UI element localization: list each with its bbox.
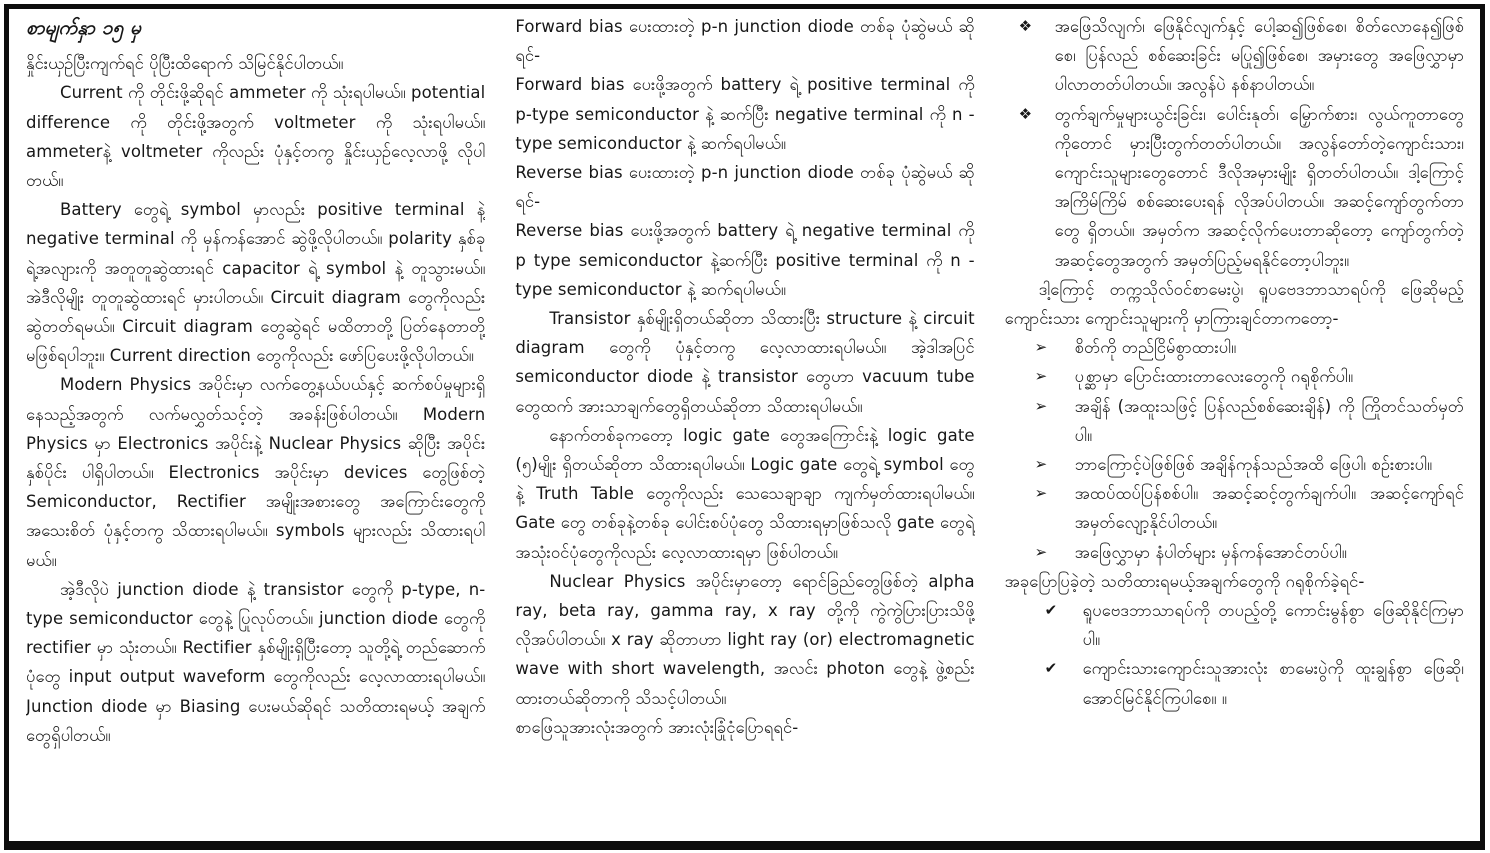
paragraph: နှိုင်းယှဉ်ပြီးကျက်ရင် ပိုပြီးထိရောက် သိမြင်နိုင်ပါတယ်။ <box>26 54 344 74</box>
arrow-bullet-icon: ➢ <box>1034 338 1048 357</box>
column-3 <box>1005 12 1464 842</box>
paragraph: Reverse bias ပေးဖို့အတွက် battery ရဲ့ negative terminal ကို p type semiconductor နဲ့ဆက်ပြီး positive terminal ကို n - type semiconductor နဲ့ ဆက်ရပါမယ်။ <box>515 221 975 299</box>
paragraph: အဲ့ဒီလိုပဲ junction diode နဲ့ transistor တွေကို p-type, n-type semiconductor တွေနဲ့ ပြုလုပ်တယ်။ junction diode တွေကို rectifier မှာ သုံးတယ်။ Rectifier နှစ်မျိုးရှိပြီးတော့ သူတို့ရဲ့ တည်ဆောက်ပုံတွေ input output waveform တွေကိုလည်း လေ့လာထားရပါမယ်။ Junction diode မှာ Biasing ပေးမယ်ဆိုရင် သတိထားရမယ့် အချက်တွေရှိပါတယ်။ <box>26 579 486 745</box>
list-item-text: အထပ်ထပ်ပြန်စစ်ပါ။ အဆင့်ဆင့်တွက်ချက်ပါ။ အဆင့်ကျော်ရင် အမှတ်လျော့နိုင်ပါတယ်။ <box>1074 484 1464 533</box>
paragraph: စာဖြေသူအားလုံးအတွက် အားလုံးခြုံငုံပြောရရင်- <box>515 717 799 737</box>
paragraph: Transistor နှစ်မျိုးရှိတယ်ဆိုတာ သိထားပြီး structure နဲ့ circuit diagram တွေကို ပုံနှင့်တကွ လေ့လာထားရပါမယ်။ အဲ့ဒါအပြင် semiconductor diode နဲ့ transistor တွေဟာ vacuum tube တွေထက် အားသာချက်တွေရှိတယ်ဆိုတာ သိထားရပါမယ်။ <box>515 309 975 416</box>
paragraph: Reverse bias ပေးထားတဲ့ p-n junction diode တစ်ခု ပုံဆွဲမယ် ဆိုရင်- <box>515 163 975 212</box>
list-item <box>1005 392 1464 450</box>
list-item <box>1005 362 1464 391</box>
paragraph: Nuclear Physics အပိုင်းမှာတော့ ရောင်ခြည်တွေဖြစ်တဲ့ alpha ray, beta ray, gamma ray, x ray တို့ကို ကွဲကွဲပြားပြားသိဖို့ လိုအပ်ပါတယ်။ x ray ဆိုတာဟာ light ray (or) electromagnetic wave with short wavelength, အလင်း photon တွေနဲ့ ဖွဲ့စည်းထားတယ်ဆိုတာကို သိသင့်ပါတယ်။ <box>515 571 975 708</box>
column-1 <box>26 12 485 842</box>
check-bullet-icon: ✔ <box>1044 601 1058 620</box>
list-item <box>1005 12 1464 100</box>
arrow-bullet-icon: ➢ <box>1034 367 1048 386</box>
diamond-bullet-icon: ❖ <box>1018 104 1033 123</box>
list-item-text: စိတ်ကို တည်ငြိမ်စွာထားပါ။ <box>1074 338 1237 358</box>
paragraph: Current ကို တိုင်းဖို့ဆိုရင် ammeter ကို သုံးရပါမယ်။ potential difference ကို တိုင်းဖို့အတွက် voltmeter ကို သုံးရပါမယ်။ ammeterနဲ့ voltmeter ကိုလည်း ပုံနှင့်တကွ နှိုင်းယှဉ်လေ့လာဖို့ လိုပါတယ်။ <box>26 83 486 191</box>
list-item <box>1005 333 1464 362</box>
column-2 <box>515 12 974 842</box>
paragraph: Forward bias ပေးထားတဲ့ p-n junction diode တစ်ခု ပုံဆွဲမယ် ဆိုရင်- <box>515 17 975 66</box>
list-item-text: ကျောင်းသားကျောင်းသူအားလုံး စာမေးပွဲကို ထူးချွန်စွာ ဖြေဆို၊ အောင်မြင်နိုင်ကြပါစေ။ ။ <box>1082 659 1464 708</box>
list-item <box>1005 479 1464 537</box>
wishes-list <box>1005 596 1464 713</box>
list-item <box>1005 100 1464 275</box>
list-item-text: အချိန် (အထူးသဖြင့် ပြန်လည်စစ်ဆေးချိန်) ကို ကြိုတင်သတ်မှတ်ပါ။ <box>1074 396 1464 445</box>
list-item <box>1005 538 1464 567</box>
document-content <box>26 12 1464 842</box>
diamond-bullet-icon: ❖ <box>1018 17 1033 35</box>
arrow-bullet-icon: ➢ <box>1034 542 1048 561</box>
list-item <box>1005 654 1464 712</box>
arrow-bullet-icon: ➢ <box>1034 484 1048 503</box>
advice-list <box>1005 333 1464 567</box>
list-item-text: တွက်ချက်မှုများယွင်းခြင်း၊ ပေါင်းနုတ်၊ မြှောက်စား၊ လွယ်ကူတာတွေကိုတောင် မှားပြီးတွက်တတ်ပါတယ်။ အလွန်တော်တဲ့ကျောင်းသား၊ ကျောင်းသူများတွေတောင် ဒီလိုအမှားမျိုး ရှိတတ်ပါတယ်။ ဒါ့ကြောင့် အကြိမ်ကြိမ် စစ်ဆေးပေးရန် လိုအပ်ပါတယ်။ အဆင့်ကျော်တွက်တာတွေ ရှိတယ်။ အမှတ်က အဆင့်လိုက်ပေးတာဆိုတော့ ကျော်တွက်တဲ့ အဆင့်တွေအတွက် အမှတ်ပြည့်မရနိုင်တော့ပါဘူး။ <box>1054 104 1464 270</box>
page-title: စာမျက်နှာ ၁၅ မှ <box>26 17 141 39</box>
paragraph: Modern Physics အပိုင်းမှာ လက်တွေ့နယ်ပယ်နှင့် ဆက်စပ်မှုများရှိနေသည့်အတွက် လက်မလွှတ်သင့်တဲ့ အခန်းဖြစ်ပါတယ်။ Modern Physics မှာ Electronics အပိုင်းနဲ့ Nuclear Physics ဆိုပြီး အပိုင်းနှစ်ပိုင်း ပါရှိပါတယ်။ Electronics အပိုင်းမှာ devices တွေဖြစ်တဲ့ Semiconductor, Rectifier အမျိုးအစားတွေ အကြောင်းတွေကို အသေးစိတ် ပုံနှင့်တကွ သိထားရပါမယ်။ symbols များလည်း သိထားရပါမယ်။ <box>26 375 486 570</box>
list-item-text: ရူပဗေဒဘာသာရပ်ကို တပည့်တို့ ကောင်းမွန်စွာ ဖြေဆိုနိုင်ကြမှာပါ။ <box>1082 601 1464 650</box>
list-item <box>1005 596 1464 654</box>
paragraph: နောက်တစ်ခုကတော့ logic gate တွေအကြောင်းနဲ့ logic gate (၅)မျိုး ရှိတယ်ဆိုတာ သိထားရပါမယ်။ Logic gate တွေရဲ့ symbol တွေနဲ့ Truth Table တွေကိုလည်း သေသေချာချာ ကျက်မှတ်ထားရပါမယ်။ Gate တွေ တစ်ခုနဲ့တစ်ခု ပေါင်းစပ်ပုံတွေ သိထားရမှာဖြစ်သလို gate တွေရဲ့ အသုံးဝင်ပုံတွေကိုလည်း လေ့လာထားရမှာ ဖြစ်ပါတယ်။ <box>515 425 975 562</box>
arrow-bullet-icon: ➢ <box>1034 396 1048 415</box>
list-item-text: ဘာကြောင့်ပဲဖြစ်ဖြစ် အချိန်ကုန်သည်အထိ ဖြေပါ၊ စဉ်းစားပါ။ <box>1074 455 1433 475</box>
paragraph: Battery တွေရဲ့ symbol မှာလည်း positive terminal နဲ့ negative terminal ကို မှန်ကန်အောင် ဆွဲဖို့လိုပါတယ်။ polarity နှစ်ခုရဲ့အလျားကို အတူတူဆွဲထားရင် capacitor ရဲ့ symbol နဲ့ တူသွားမယ်။ အဲဒီလိုမျိုး တူတူဆွဲထားရင် မှားပါတယ်။ Circuit diagram တွေကိုလည်း ဆွဲတတ်ရမယ်။ Circuit diagram တွေဆွဲရင် မထိတာတို့ ပြတ်နေတာတို့ မဖြစ်ရပါဘူး။ Current direction တွေကိုလည်း ဖော်ပြပေးဖို့လိုပါတယ်။ <box>26 200 486 366</box>
list-item-text: ပုစ္ဆာမှာ ပြောင်းထားတာလေးတွေကို ဂရုစိုက်ပါ။ <box>1074 367 1354 387</box>
list-item <box>1005 450 1464 479</box>
mistakes-list <box>1005 12 1464 275</box>
list-item-text: အဖြေလွှာမှာ နံပါတ်များ မှန်ကန်အောင်တပ်ပါ။ <box>1074 542 1347 562</box>
arrow-bullet-icon: ➢ <box>1034 455 1048 474</box>
closing-intro-paragraph: အခုပြောပြခဲ့တဲ့ သတိထားရမယ့်အချက်တွေကို ဂရုစိုက်ခဲ့ရင်- <box>1004 571 1365 591</box>
check-bullet-icon: ✔ <box>1044 659 1058 678</box>
list-item-text: အဖြေသိလျက်၊ ဖြေနိုင်လျက်နှင့် ပေါ့ဆ၍ဖြစ်စေ၊ စိတ်လောနေ၍ဖြစ်စေ၊ ပြန်လည် စစ်ဆေးခြင်း မပြု၍ဖြစ်စေ၊ အမှားတွေ အဖြေလွှာမှာ ပါလာတတ်ပါတယ်။ အလွန်ပဲ နစ်နာပါတယ်။ <box>1054 17 1464 95</box>
advice-intro-paragraph: ဒါ့ကြောင့် တက္ကသိုလ်ဝင်စာမေးပွဲ၊ ရူပဗေဒဘာသာရပ်ကို ဖြေဆိုမည့် ကျောင်းသား ကျောင်းသူများကို မှာကြားချင်တာကတော့- <box>1004 279 1464 329</box>
paragraph: Forward bias ပေးဖို့အတွက် battery ရဲ့ positive terminal ကို p-type semiconductor နဲ့ ဆက်ပြီး negative terminal ကို n - type semiconductor နဲ့ ဆက်ရပါမယ်။ <box>515 75 975 153</box>
